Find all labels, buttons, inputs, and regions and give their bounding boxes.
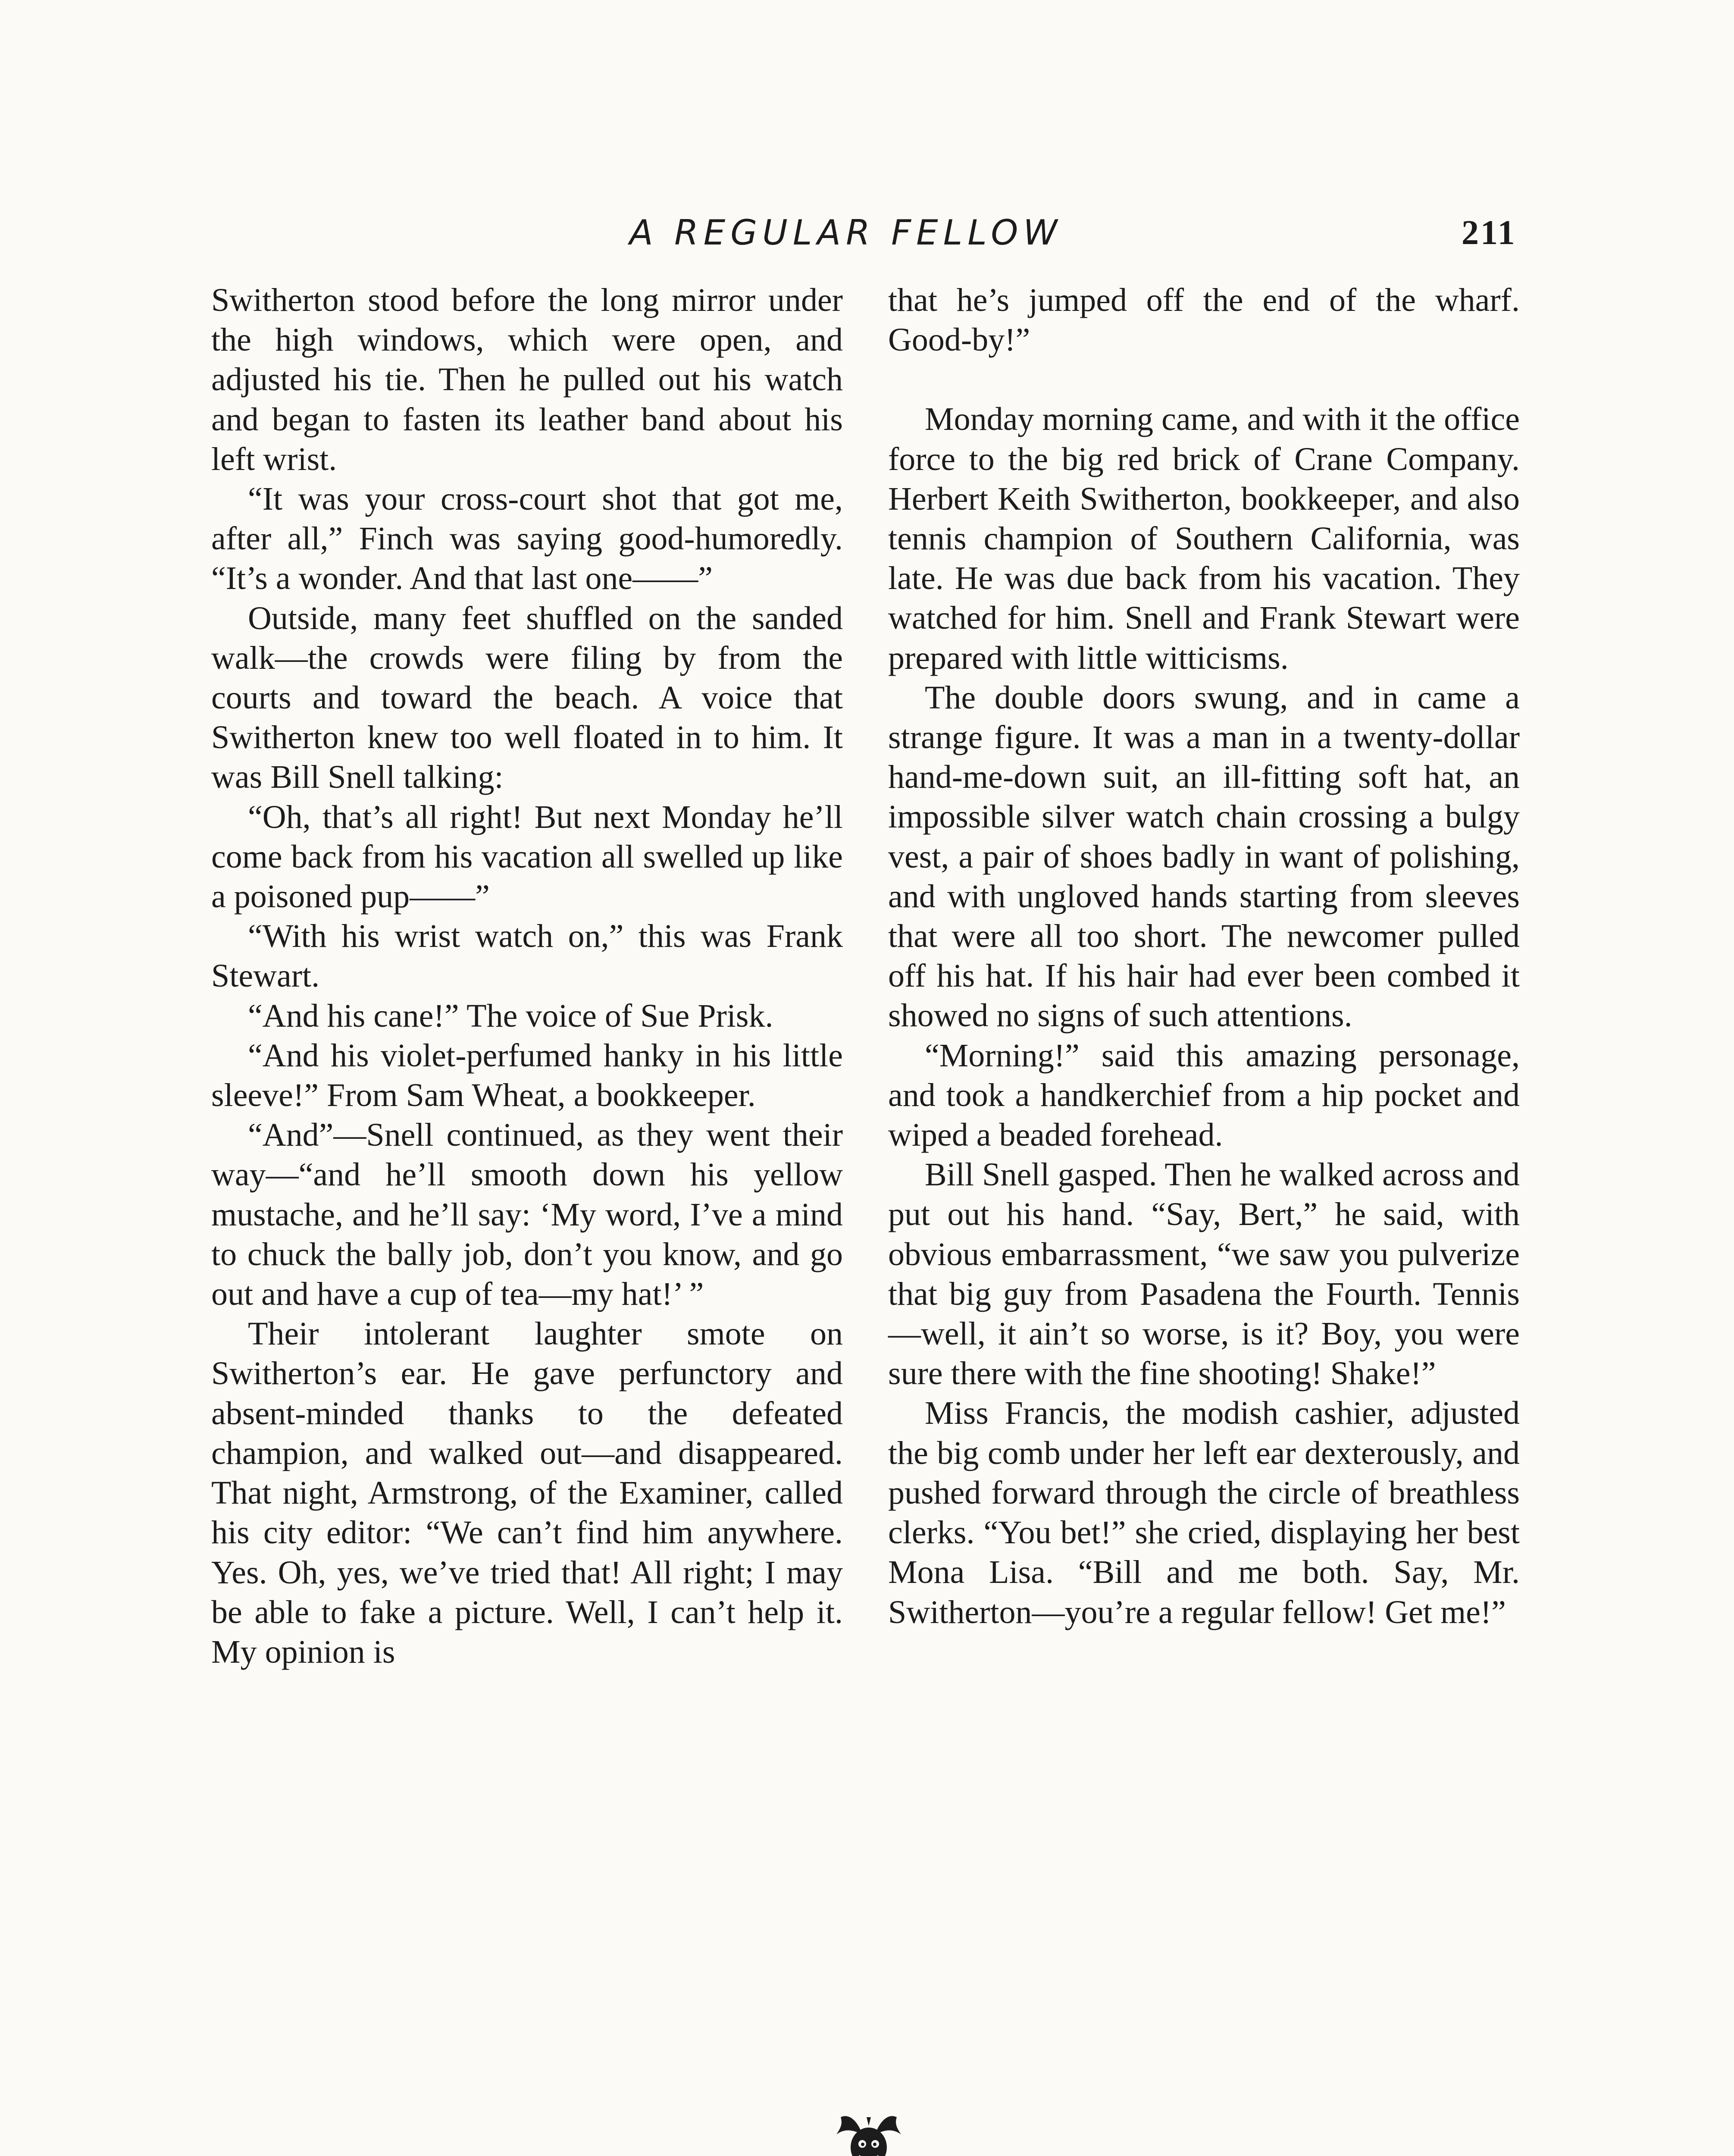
paragraph: “Morning!” said this amazing personage, and took a handkerchief from a hip pocket and wiped a beaded forehead. bbox=[888, 1037, 1520, 1153]
running-head bbox=[0, 203, 1734, 263]
paragraph: “And his violet-perfumed hanky in his little sleeve!” From Sam Wheat, a bookkeeper. bbox=[211, 1037, 843, 1114]
paragraph: “And”—Snell continued, as they went their way—“and he’ll smooth down his yellow mustache, and he’ll say: ‘My word, I’ve a mind to chuck the bally job, don’t you know, and go out and have a cup of tea—my hat!’ ” bbox=[211, 1117, 843, 1313]
paragraph: “With his wrist watch on,” this was Frank Stewart. bbox=[211, 918, 843, 994]
page-number: 211 bbox=[1462, 214, 1517, 252]
running-title: A REGULAR FELLOW bbox=[629, 213, 1063, 253]
paragraph: Miss Francis, the modish cashier, adjusted the big comb under her left ear dexterously, and pushed forward through the circle of breathless clerks. “You bet!” she cried, displaying her best Mona Lisa. “Bill and me both. Say, Mr. Switherton—you’re a regular fellow! Get me!” bbox=[888, 1395, 1520, 1630]
left-column bbox=[211, 280, 843, 1672]
right-column bbox=[888, 280, 1520, 1632]
paragraph: Monday morning came, and with it the office force to the big red brick of Crane Company. Herbert Keith Switherton, bookkeeper, and also tennis champion of Southern California, was late. He was due back from his vacation. They watched for him. Snell and Frank Stewart were prepared with little witticisms. bbox=[888, 401, 1520, 676]
paragraph: Switherton stood before the long mirror under the high windows, which were open, and adjusted his tie. Then he pulled out his watch and began to fasten its leather band about his left wrist. bbox=[211, 282, 843, 477]
paragraph: “It was your cross-court shot that got me, after all,” Finch was saying good-humoredly. “It’s a wonder. And that last one——” bbox=[211, 481, 843, 597]
paragraph: Outside, many feet shuffled on the sanded walk—the crowds were filing by from the courts and toward the beach. A voice that Switherton knew too well floated in to him. It was Bill Snell talking: bbox=[211, 600, 843, 796]
paragraph: The double doors swung, and in came a strange figure. It was a man in a twenty-dollar hand-me-down suit, an ill-fitting soft hat, an impossible silver watch chain crossing a bulgy vest, a pair of shoes badly in want of polishing, and with ungloved hands starting from sleeves that were all too short. The newcomer pulled off his hat. If his hair had ever been combed it showed no signs of such attentions. bbox=[888, 679, 1520, 1034]
paragraph: “Oh, that’s all right! But next Monday he’ll come back from his vacation all swelled up like a poisoned pup——” bbox=[211, 799, 843, 915]
paragraph: Their intolerant laughter smote on Switherton’s ear. He gave perfunctory and absent-minded thanks to the defeated champion, and walked out—and disappeared. That night, Armstrong, of the Examiner, called his city editor: “We can’t find him anywhere. Yes. Oh, yes, we’ve tried that! All right; I may be able to fake a picture. Well, I can’t help it. My opinion is bbox=[211, 1316, 843, 1670]
tailpiece-ornament-icon bbox=[832, 2104, 905, 2156]
paragraph: that he’s jumped off the end of the wharf. Good-by!” bbox=[888, 282, 1520, 358]
paragraph: Bill Snell gasped. Then he walked across and put out his hand. “Say, Bert,” he said, with obvious embarrassment, “we saw you pulverize that big guy from Pasadena the Fourth. Tennis—well, it ain’t so worse, is it? Boy, you were sure there with the fine shooting! Shake!” bbox=[888, 1156, 1520, 1392]
paragraph: “And his cane!” The voice of Sue Prisk. bbox=[248, 997, 773, 1034]
